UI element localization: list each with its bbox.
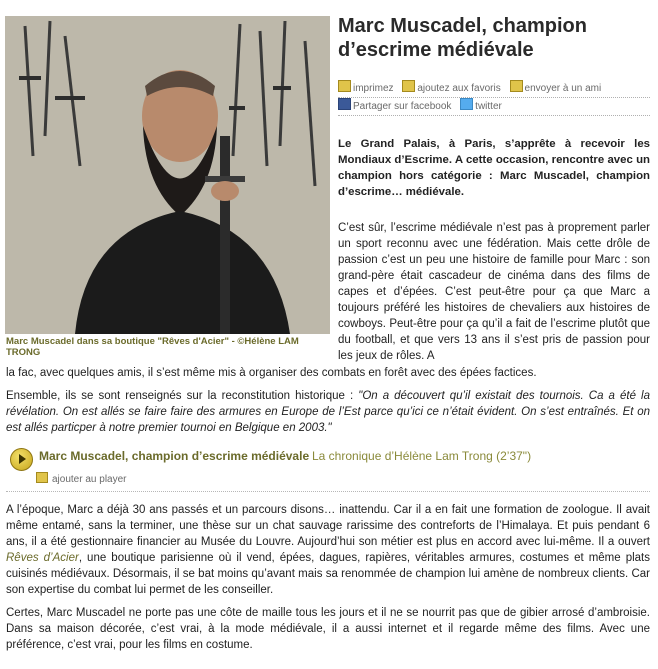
photo-caption: Marc Muscadel dans sa boutique "Rêves d'Acier" - ©Hélène LAM TRONG (6, 336, 299, 358)
twitter-label: twitter (475, 101, 502, 112)
divider (6, 491, 650, 492)
twitter-share-button[interactable] (460, 98, 502, 112)
send-friend-button[interactable] (510, 80, 602, 94)
weapons-wall-illustration (5, 16, 330, 334)
facebook-icon (338, 98, 351, 110)
add-favorites-button[interactable] (402, 80, 500, 94)
print-button[interactable] (338, 80, 394, 94)
article-paragraph-3 (6, 502, 650, 598)
article-tools-row (338, 80, 650, 98)
facebook-share-button[interactable] (338, 98, 451, 112)
users-icon (510, 80, 523, 92)
printer-icon (338, 80, 351, 92)
paragraph-2-text: Ensemble, ils se sont renseignés sur la reconstitution historique : (6, 390, 359, 402)
article-paragraph-1-end: la fac, avec quelques amis, il s’est même mis à organiser des combats en forêt avec des épées factices. (6, 367, 537, 379)
paragraph-2-quote: "On a découvert qu’il existait des tournois. Ca a été la révélation. On est allés se faire faire des armures en Europe de l’Est parce qu’ici ce n’était évident. On s’est entraînés. Et on est allés particper à notre premier tournoi en Belgique en 2003." (6, 390, 650, 434)
paragraph-3-text: A l’époque, Marc a déjà 30 ans passés et un parcours disons… inattendu. Car il a en fait une formation de zoologue. Il avait même entamé, sans la terminer, une thèse sur un chat sauvage rarissime des contreforts de l’Himalaya. Et puis pendant 6 ans, il a été gestionnaire financier au Musée du Louvre. Aujourd’hui son métier est plus en accord avec lui-même. Il a ouvert (6, 504, 650, 548)
audio-title[interactable]: Marc Muscadel, champion d’escrime médiévale (39, 449, 310, 463)
share-tools-row (338, 98, 650, 116)
add-to-player-button[interactable] (36, 472, 127, 485)
twitter-icon (460, 98, 473, 110)
add-to-player-label: ajouter au player (52, 474, 127, 485)
send-label: envoyer à un ami (524, 83, 602, 94)
reves-dacier-link[interactable]: Rêves d’Acier (6, 552, 79, 564)
facebook-label: Partager sur facebook (353, 101, 452, 112)
article-lead: Le Grand Palais, à Paris, s’apprête à recevoir les Mondiaux d’Escrime. A cette occasion, rencontre avec un champion hors catégorie : Marc Muscadel, champion d’escrime… médiévale. (338, 138, 650, 198)
print-label: imprimez (353, 83, 394, 94)
article-paragraph-2 (6, 388, 650, 436)
article-paragraph-1: C’est sûr, l’escrime médiévale n’est pas à proprement parler un sport reconnu avec une fédération. Mais cette drôle de passion c’est un peu une histoire de famille pour Marc : son grand-père était cascadeur de cinéma dans des films de capes et d’épées. C’est peut-être pour ça que Marc a toujours préféré les histoires de chevaliers aux histoires de cowboys. Peut-être pour ça qu’il a fait de l’escrime plutôt que du football, et que vers 13 ans il s’est pris de passion pour les jeux de rôles. A (338, 222, 650, 362)
paragraph-3-text-end: , une boutique parisienne où il vend, épées, dagues, rapières, véritables armures, costumes et même plats cuisinés médiévaux. Désormais, il se bat moins qu’avant mais sa renommée de champion lui amène de nombreux clients. Car son expertise du combat lui permet de les conseiller. (6, 552, 651, 596)
article-photo (5, 16, 330, 334)
playlist-add-icon (36, 472, 48, 483)
audio-subtitle: La chronique d’Hélène Lam Trong (2’37") (312, 449, 532, 463)
play-icon[interactable] (10, 448, 33, 471)
favorites-label: ajoutez aux favoris (417, 83, 501, 94)
bookmark-icon (402, 80, 415, 92)
audio-chronicle (6, 444, 650, 492)
article-paragraph-4: Certes, Marc Muscadel ne porte pas une côte de maille tous les jours et il ne se nourrit pas que de gibier arrosé d’ambroisie. Dans sa maison décorée, c’est vrai, à la mode médiévale, il a aussi internet et il regarde même des films. Avec une préférence, c’est vrai, pour les films en costume. (6, 607, 650, 651)
article-title: Marc Muscadel, champion d’escrime médiévale (338, 15, 587, 61)
